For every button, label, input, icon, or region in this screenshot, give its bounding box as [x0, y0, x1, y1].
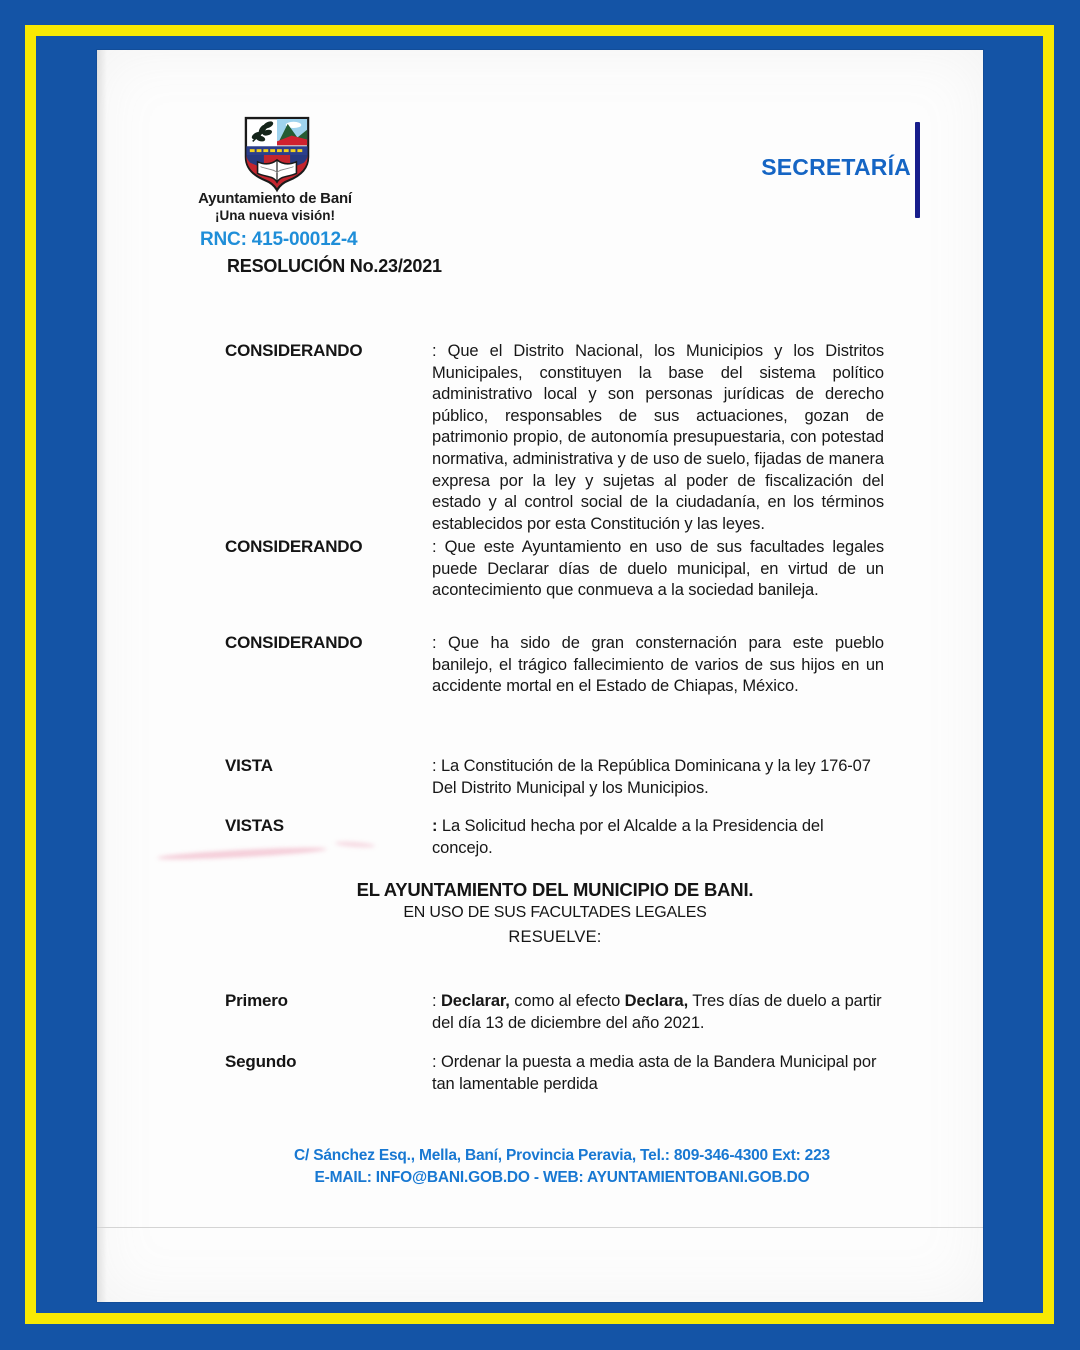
section-label: VISTA	[225, 756, 273, 775]
section-text	[432, 816, 884, 859]
colon-bold: :	[432, 817, 438, 835]
resolution-label: Segundo	[225, 1052, 297, 1071]
section-label: VISTAS	[225, 816, 284, 835]
footer-address-line: C/ Sánchez Esq., Mella, Baní, Provincia Peravia, Tel.: 809-346-4300 Ext: 223	[294, 1147, 830, 1164]
pink-pen-smudge-small	[335, 841, 375, 849]
section-text: : Que el Distrito Nacional, los Municipios y los Distritos Municipales, constituyen la base del sistema político administrativo local y son personas jurídicas de derecho público, responsables de sus actuaciones, gozan de patrimonio propio, de autonomía presupuestaria, con potestad normativa, administrativa y de uso de suelo, fijadas de manera expresa por la ley y sujetas al poder de fiscalización del estado y al control social de la ciudadanía, en los términos establecidos por esta Constitución y las leyes.	[432, 342, 884, 533]
section-label: CONSIDERANDO	[225, 537, 363, 556]
org-slogan: ¡Una nueva visión!	[214, 208, 336, 223]
resolution-label: Primero	[225, 991, 288, 1010]
bold-declarar: Declarar,	[440, 992, 510, 1010]
bani-coat-of-arms-icon	[243, 116, 311, 194]
pink-pen-smudge	[157, 846, 327, 862]
subtitle: EN USO DE SUS FACULTADES LEGALES	[403, 904, 707, 921]
secretaria-heading: SECRETARÍA	[761, 154, 911, 180]
org-name: Ayuntamiento de Baní	[198, 190, 352, 207]
bold-declara: Declara,	[624, 992, 689, 1010]
resuelve-heading: RESUELVE:	[508, 928, 602, 946]
footer-contact-line: E-MAIL: INFO@BANI.GOB.DO - WEB: AYUNTAMIENTOBANI.GOB.DO	[314, 1169, 810, 1186]
rnc-number: RNC: 415-00012-4	[200, 229, 358, 250]
vistas-text: La Solicitud hecha por el Alcalde a la Presidencia del concejo.	[432, 817, 824, 857]
scan-fold-line	[97, 1227, 983, 1228]
resolution-text: : Declarar, como al efecto Declara, Tres días de duelo a partir del día 13 de diciembre del año 2021.	[432, 992, 882, 1032]
document-page	[97, 50, 983, 1302]
resolution-text: : Ordenar la puesta a media asta de la Bandera Municipal por tan lamentable perdida	[432, 1053, 877, 1093]
section-text: : Que este Ayuntamiento en uso de sus facultades legales puede Declarar días de duelo municipal, en virtud de un acontecimiento que conmueva a la sociedad banileja.	[432, 538, 884, 600]
section-text: : La Constitución de la República Dominicana y la ley 176-07 Del Distrito Municipal y los Municipios.	[432, 757, 871, 797]
vertical-accent-line	[915, 122, 920, 218]
main-title: EL AYUNTAMIENTO DEL MUNICIPIO DE BANI.	[356, 879, 754, 900]
section-label: CONSIDERANDO	[225, 341, 363, 360]
section-label: CONSIDERANDO	[225, 633, 363, 652]
section-text: : Que ha sido de gran consternación para este pueblo banilejo, el trágico fallecimiento de varios de sus hijos en un accidente mortal en el Estado de Chiapas, México.	[432, 634, 884, 696]
resolution-number: RESOLUCIÓN No.23/2021	[227, 256, 442, 276]
